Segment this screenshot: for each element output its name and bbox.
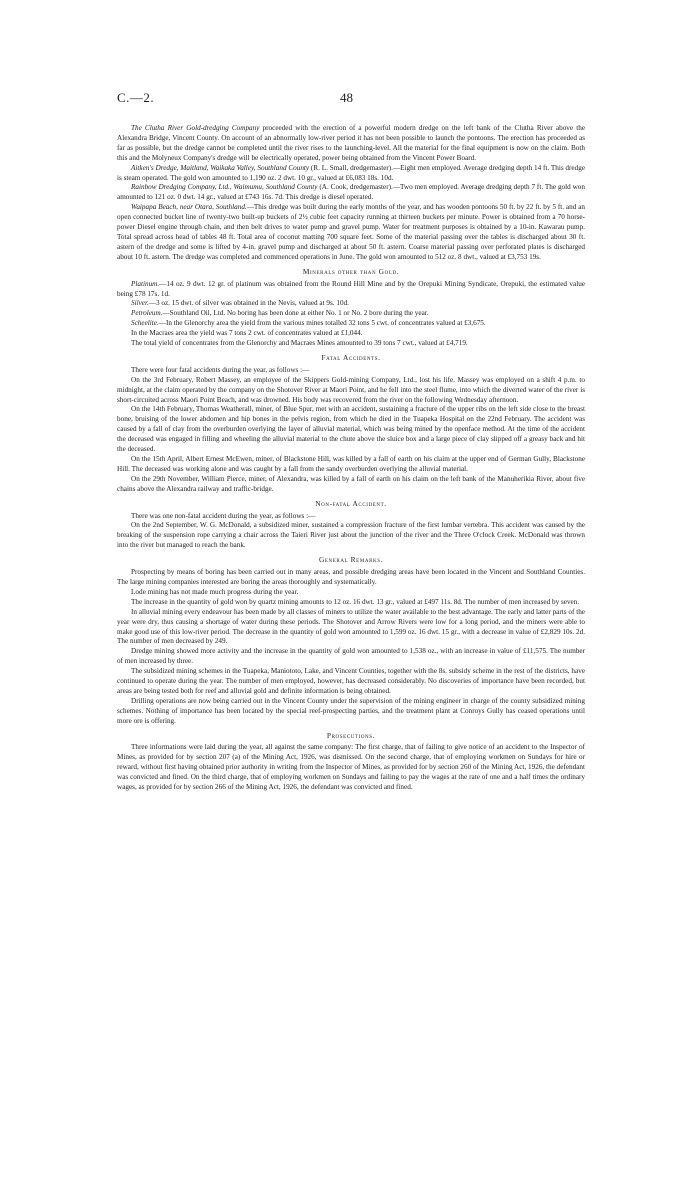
paragraph-text: In the Macraes area the yield was 7 tons 2 cwt. of concentrates valued at £1,044. xyxy=(131,329,363,338)
paragraph-lead: Rainbow Dredging Company, Ltd., Waimumu, Southland County xyxy=(131,183,318,192)
paragraph-text: On the 3rd February, Robert Massey, an employee of the Skippers Gold-mining Company, Ltd., lost his life. Massey was employed on a shift 4 p.m. to midnight, at the claim operated by the company on the Shotover River at Maori Point, and he fell into the steel flume, into which the diverted water of the river is short-circuited across Maori Point Beach, and was drowned. His body was recovered from the river on the following Wednesday afternoon. xyxy=(117,375,585,404)
paragraph-lead: Waipapa Beach, near Otara, Southland. xyxy=(131,203,247,212)
paragraph-text: In alluvial mining every endeavour has been made by all classes of miners to utilize the water available to the best advantage. The early and latter parts of the year were dry, thus causing a shortage of water during these periods. The Shotover and Arrow Rivers were low for a long period, and the miners were able to make good use of this low-river period. The decrease in the quantity of gold won amounted to 1,599 oz. 16 dwt. 15 gr., with a decrease in value of £2,829 10s. 2d. The number of men decreased by 249. xyxy=(117,607,585,646)
paragraph-text: Three informations were laid during the year, all against the same company: The first charge, that of failing to give notice of an accident to the Inspector of Mines, as provided for by section 207 (a) of the Mining Act, 1926, was dismissed. On the second charge, that of employing workmen on Sundays for hire or reward, without first having obtained prior authority in writing from the Inspector of Mines, as provided for by section 260 of the Mining Act, 1926, the defendant was convicted and fined. On the third charge, that of employing workmen on Sundays and failing to pay the wages at the rate of one and a half times the ordinary wages, as provided for by section 266 of the Mining Act, 1926, the defendant was convicted and fined. xyxy=(117,743,585,792)
section-heading: Fatal Accidents. xyxy=(321,352,381,362)
page-number: 48 xyxy=(340,90,353,105)
paragraph-text: Lode mining has not made much progress during the year. xyxy=(131,587,299,596)
paragraph xyxy=(117,588,585,598)
paragraph xyxy=(117,203,585,262)
section-heading: Prosecutions. xyxy=(326,730,376,740)
paragraph xyxy=(117,309,585,319)
paragraph-text: On the 14th February, Thomas Weatherall, miner, of Blue Spur, met with an accident, sustaining a fracture of the upper ribs on the left side close to the breast bone, bruising of the lower abdomen and hip bones in the pelvis region, from which he died in the Tuapeka Hospital on the 22nd February. The accident was caused by a fall of clay from the overburden overlying the layer of alluvial material, which was being mined by the openface method. At the time of the accident the deceased was engaged in filling and wheeling the alluvial material to the chute above the sluice box and a large piece of clay slipped off a greasy back and hit the deceased. xyxy=(117,405,585,454)
paragraph xyxy=(117,475,585,495)
paragraph xyxy=(117,405,585,455)
paragraph-lead: Petroleum. xyxy=(131,309,163,318)
paragraph-text: On the 15th April, Albert Ernest McEwen, miner, of Blackstone Hill, was killed by a fall of earth on his claim at the upper end of German Gully, Blackstone Hill. The deceased was working alone and was caught by a fall from the sandy overburden overlying the alluvial material. xyxy=(117,455,585,473)
paragraph xyxy=(117,319,585,329)
paragraph-text: There was one non-fatal accident during the year, as follows :— xyxy=(131,511,316,520)
paragraph xyxy=(117,455,585,475)
paragraph-text: —This dredge was built during the early months of the year, and has wooden pontoons 50 ft. by 22 ft. by 5 ft. and an open connected bucket line of twenty-two built-up buckets of 2½ cubic feet capacity running at thirteen buckets per minute. Power is obtained from a 70 horse-power Diesel engine through chain, and then belt drives to water pump and gravel pump. Water for treatment purposes is obtained by a 10-in. Kawarau pump. Total spread across head of tables 48 ft. Total area of coconut matting 700 square feet. Some of the material passing over the tables is discharged about 30 ft. astern of the dredge and some is lifted by 4-in. gravel pump and discharged at about 50 ft. astern. Coarse material passing over perforated plates is discharged about 10 ft. astern. The dredge was completed and commenced operations in June. The gold won amounted to 512 oz. 8 dwt., valued at £3,753 19s. xyxy=(117,203,585,261)
section-heading: Non-fatal Accident. xyxy=(315,498,387,508)
paragraph xyxy=(117,598,585,608)
paragraph-text: —3 oz. 15 dwt. of silver was obtained in the Nevis, valued at 9s. 10d. xyxy=(148,299,349,308)
paragraph-text: Dredge mining showed more activity and the increase in the quantity of gold won amounted to 1,538 oz., with an increase in value of £11,575. The number of men increased by three. xyxy=(117,647,585,666)
section-heading: Minerals other than Gold. xyxy=(302,266,400,276)
paragraph-text: The subsidized mining schemes in the Tuapeka, Maniototo, Lake, and Vincent Counties, together with the 8s. subsidy scheme in the rest of the districts, have continued to operate during the year. The number of men employed, however, has decreased considerably. No discoveries of importance have been recorded, but areas are being tested both for reef and alluvial gold and definite information is being obtained. xyxy=(117,667,585,695)
paragraph-text: —In the Glenorchy area the yield from the various mines totalled 32 tons 5 cwt. of concentrates valued at £3,675. xyxy=(158,319,486,328)
paragraph-lead: Platinum. xyxy=(131,279,160,288)
paragraph xyxy=(117,280,585,300)
paragraph-text: (R. L. Small, dredgemaster).—Eight men employed. Average dredging depth 14 ft. This dredge is steam operated. The gold won amounted to 1,190 oz. 2 dwt. 10 gr., valued at £6,083 18s. 10d. xyxy=(117,163,585,182)
paragraph-text: Drilling operations are now being carried out in the Vincent County under the supervision of the mining engineer in charge of the county subsidized mining schemes. Nothing of importance has been located by the special reef-prospecting parties, and the treatment plant at Conroys Gully has ceased operations until more ore is offering. xyxy=(117,696,585,725)
paragraph-text: On the 2nd September, W. G. McDonald, a subsidized miner, sustained a compression fracture of the first lumbar vertebra. This accident was caused by the breaking of the suspension rope carrying a chair across the Taieri River just about the junction of the river and the Three O'clock Creek. McDonald was thrown into the river but managed to reach the bank. xyxy=(117,521,585,550)
paragraph xyxy=(117,667,585,697)
parliamentary-paper-reference: C.—2. xyxy=(117,90,155,105)
paragraph xyxy=(117,183,585,203)
paragraph-lead: Aitken's Dredge, Maitland, Waikaka Valley, Southland County xyxy=(131,163,310,172)
paragraph xyxy=(117,164,585,184)
paragraph-text: —14 oz. 9 dwt. 12 gr. of platinum was obtained from the Round Hill Mine and by the Orepuki Mining Syndicate, Orepuki, the estimated value being £78 17s. 1d. xyxy=(117,279,585,298)
paragraph xyxy=(117,512,585,522)
paragraph xyxy=(117,521,585,551)
paragraph xyxy=(117,608,585,648)
paragraph-text: Prospecting by means of boring has been carried out in many areas, and possible dredging areas have been located in the Vincent and Southland Counties. The large mining companies interested are boring the areas thoroughly and systematically. xyxy=(117,568,585,586)
paragraph-text: proceeded with the erection of a powerful modern dredge on the left bank of the Clutha River above the Alexandra Bridge, Vincent County. On account of an abnormally low-river period it has not been possible to launch the pontoons. The erection has proceeded as far as possible, but the dredge cannot be completed until the river rises to the launching-level. All the material for the final equipment is now on the claim. Both this and the Molyneux Company's dredge will be electrically operated, power being obtained from the Vincent Power Board. xyxy=(117,124,585,162)
paragraph xyxy=(117,124,585,164)
paragraph-lead: The Clutha River Gold-dredging Company xyxy=(131,124,260,132)
paragraph-text: There were four fatal accidents during the year, as follows :— xyxy=(131,365,310,374)
paragraph xyxy=(117,647,585,667)
paragraph-text: The increase in the quantity of gold won by quartz mining amounts to 12 oz. 16 dwt. 13 gr., valued at £497 11s. 8d. The number of men increased by seven. xyxy=(131,597,580,606)
paragraph xyxy=(117,568,585,588)
paragraph xyxy=(117,339,585,349)
paragraph xyxy=(117,329,585,339)
paragraph-lead: Scheelite. xyxy=(131,319,159,328)
document-body xyxy=(117,124,585,793)
paragraph-text: On the 29th November, William Pierce, miner, of Alexandra, was killed by a fall of earth on his claim on the left bank of the Manuherikia River, about five chains above the Alexandra railway and traffic-bridge. xyxy=(117,474,585,493)
paragraph xyxy=(117,376,585,406)
paragraph xyxy=(117,366,585,376)
section-heading: General Remarks. xyxy=(318,555,384,565)
paragraph xyxy=(117,743,585,793)
paragraph xyxy=(117,697,585,727)
paragraph-lead: Silver. xyxy=(131,299,149,308)
paragraph xyxy=(117,299,585,309)
paragraph-text: (A. Cook, dredgemaster).—Two men employed. Average dredging depth 7 ft. The gold won amounted to 121 oz. 0 dwt. 14 gr., valued at £743 16s. 7d. This dredge is diesel operated. xyxy=(117,183,585,202)
paragraph-text: The total yield of concentrates from the Glenorchy and Macraes Mines amounted to 39 tons 7 cwt., valued at £4,719. xyxy=(131,339,468,348)
paragraph-text: —Southland Oil, Ltd. No boring has been done at either No. 1 or No. 2 bore during the year. xyxy=(162,309,429,318)
